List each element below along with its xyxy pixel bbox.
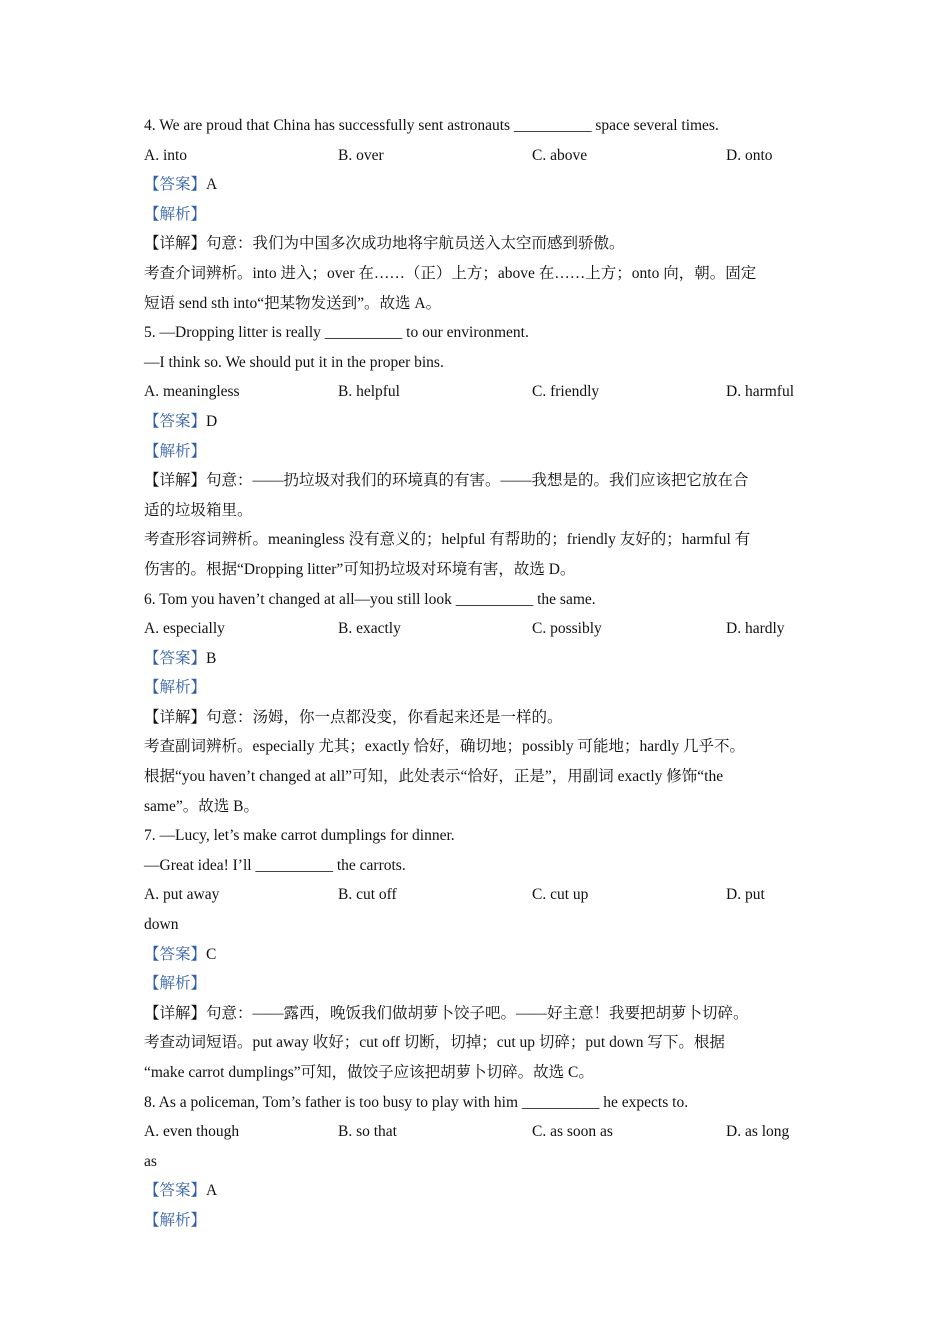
- q8-answer-value: A: [206, 1182, 218, 1200]
- q5-option-b: B. helpful: [338, 383, 400, 401]
- q8-option-c: C. as soon as: [532, 1123, 613, 1141]
- q6-stem: 6. Tom you haven’t changed at all—you still look __________ the same.: [144, 590, 596, 608]
- q4-explanation-2: 短语 send sth into“把某物发送到”。故选 A。: [144, 294, 442, 312]
- q6-detail-text: 句意：汤姆，你一点都没变，你看起来还是一样的。: [206, 708, 563, 726]
- q5-options: [144, 377, 814, 407]
- detail-label: 【详解】: [144, 472, 207, 490]
- q4-option-a: A. into: [144, 146, 188, 164]
- q7-option-c: C. cut up: [532, 886, 589, 904]
- q8-option-d: D. as long: [726, 1123, 790, 1141]
- q6-explanation-1: 考查副词辨析。especially 尤其；exactly 恰好，确切地；possibly 可能地；hardly 几乎不。: [144, 738, 745, 756]
- q6-option-c: C. possibly: [532, 620, 602, 638]
- answer-label: 【答案】: [144, 649, 207, 667]
- q6-answer-value: B: [206, 649, 217, 667]
- q7-options: [144, 880, 814, 910]
- q7-explanation-1: 考查动词短语。put away 收好；cut off 切断，切掉；cut up 切碎；put down 写下。根据: [144, 1034, 725, 1052]
- q6-option-d: D. hardly: [726, 620, 785, 638]
- q6-answer: [144, 644, 814, 674]
- analysis-label: 【解析】: [144, 679, 207, 697]
- q6-analysis: [144, 673, 814, 703]
- q4-detail-text: 句意：我们为中国多次成功地将宇航员送入太空而感到骄傲。: [206, 235, 625, 253]
- q5-detail-text: 句意：——扔垃圾对我们的环境真的有害。——我想是的。我们应该把它放在合: [206, 472, 749, 490]
- q5-detail: [144, 466, 814, 496]
- detail-label: 【详解】: [144, 708, 207, 726]
- q6-option-b: B. exactly: [338, 620, 401, 638]
- q8-stem: 8. As a policeman, Tom’s father is too busy to play with him __________ he expects to.: [144, 1093, 689, 1111]
- q5-option-c: C. friendly: [532, 383, 600, 401]
- q5-answer-value: D: [206, 412, 218, 430]
- q6-options: [144, 614, 814, 644]
- q7-stem-1: 7. —Lucy, let’s make carrot dumplings for dinner.: [144, 827, 455, 845]
- q5-explanation-1: 考查形容词辨析。meaningless 没有意义的；helpful 有帮助的；friendly 友好的；harmful 有: [144, 531, 751, 549]
- q7-option-b: B. cut off: [338, 886, 397, 904]
- q4-answer: [144, 170, 814, 200]
- answer-label: 【答案】: [144, 945, 207, 963]
- q8-options: [144, 1117, 814, 1147]
- q5-option-a: A. meaningless: [144, 383, 240, 401]
- q4-option-c: C. above: [532, 146, 588, 164]
- q4-option-d: D. onto: [726, 146, 773, 164]
- q8-analysis: [144, 1206, 814, 1236]
- q7-analysis: [144, 969, 814, 999]
- q5-stem-2: —I think so. We should put it in the proper bins.: [144, 353, 444, 371]
- q4-analysis: [144, 200, 814, 230]
- q4-detail: [144, 229, 814, 259]
- q8-option-b: B. so that: [338, 1123, 397, 1141]
- q5-option-d: D. harmful: [726, 383, 795, 401]
- answer-label: 【答案】: [144, 412, 207, 430]
- q8-answer: [144, 1176, 814, 1206]
- answer-label: 【答案】: [144, 176, 207, 194]
- q6-explanation-2: 根据“you haven’t changed at all”可知，此处表示“恰好，正是”，用副词 exactly 修饰“the: [144, 768, 724, 786]
- answer-label: 【答案】: [144, 1182, 207, 1200]
- q6-detail: [144, 703, 814, 733]
- q5-answer: [144, 407, 814, 437]
- q7-explanation-2: “make carrot dumplings”可知，做饺子应该把胡萝卜切碎。故选 C。: [144, 1064, 594, 1081]
- analysis-label: 【解析】: [144, 975, 207, 993]
- q8-option-d-wrap: as: [144, 1152, 157, 1170]
- q5-detail-2: 适的垃圾箱里。: [144, 501, 253, 519]
- analysis-label: 【解析】: [144, 442, 207, 460]
- q4-option-b: B. over: [338, 146, 384, 164]
- q7-option-d-wrap: down: [144, 916, 179, 934]
- q7-answer: [144, 940, 814, 970]
- q7-stem-2: —Great idea! I’ll __________ the carrots.: [144, 856, 406, 874]
- q5-explanation-2: 伤害的。根据“Dropping litter”可知扔垃圾对环境有害，故选 D。: [144, 560, 576, 578]
- document-page: [144, 111, 814, 1236]
- q7-detail-text: 句意：——露西，晚饭我们做胡萝卜饺子吧。——好主意！我要把胡萝卜切碎。: [206, 1004, 749, 1022]
- q4-options: [144, 141, 814, 171]
- q5-stem-1: 5. —Dropping litter is really __________ to our environment.: [144, 324, 529, 342]
- q4-stem: 4. We are proud that China has successfully sent astronauts __________ space several times.: [144, 117, 719, 134]
- q6-explanation-3: same”。故选 B。: [144, 797, 259, 815]
- detail-label: 【详解】: [144, 1004, 207, 1022]
- q6-option-a: A. especially: [144, 620, 225, 638]
- q4-answer-value: A: [206, 176, 218, 194]
- q8-option-a: A. even though: [144, 1123, 240, 1141]
- q7-answer-value: C: [206, 945, 217, 963]
- q4-explanation-1: 考查介词辨析。into 进入；over 在……（正）上方；above 在……上方；onto 向，朝。固定: [144, 264, 757, 282]
- q7-option-d: D. put: [726, 886, 765, 904]
- q7-option-a: A. put away: [144, 886, 220, 904]
- q7-detail: [144, 999, 814, 1029]
- detail-label: 【详解】: [144, 235, 207, 253]
- q5-analysis: [144, 437, 814, 467]
- analysis-label: 【解析】: [144, 205, 207, 223]
- analysis-label: 【解析】: [144, 1211, 207, 1229]
